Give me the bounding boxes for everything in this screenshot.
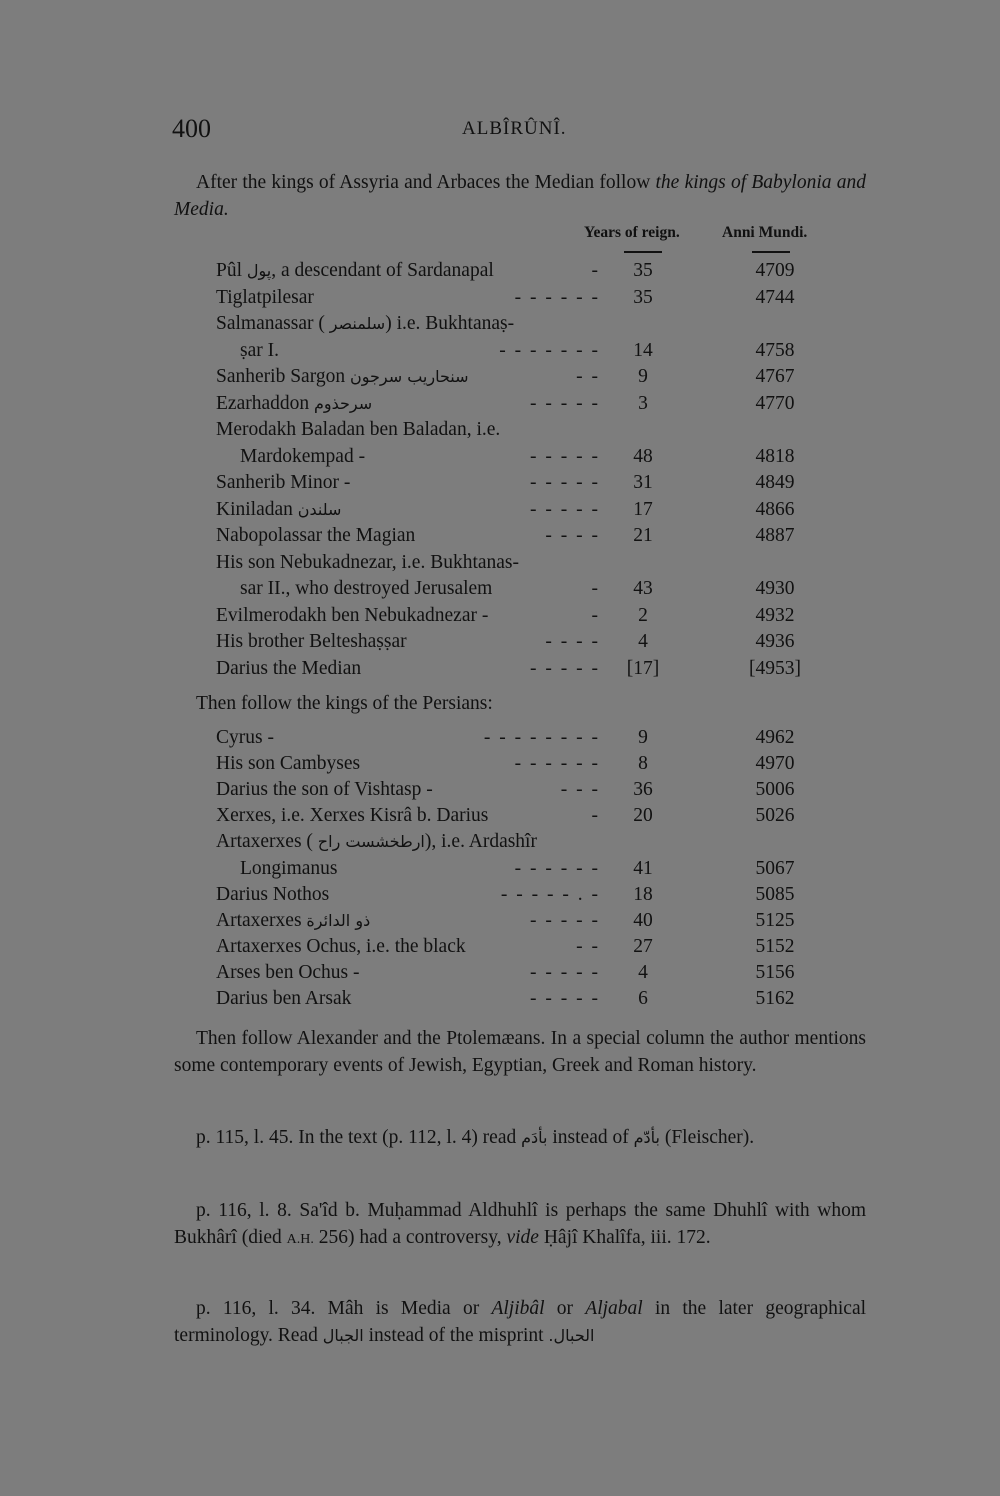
king-name-text: Sanherib Sargon	[216, 366, 346, 387]
anni-mundi: 5162	[755, 988, 795, 1009]
note3-d: instead of the misprint	[368, 1324, 544, 1346]
leader-dots: - - - - -	[530, 657, 600, 679]
anni-column-header: Anni Mundi.	[722, 224, 808, 241]
king-name-text: Artaxerxes	[216, 909, 302, 931]
table-row	[0, 576, 1000, 602]
king-name	[216, 829, 537, 855]
leader-dots: - - - - -	[530, 961, 600, 983]
arabic-name: ارطخشست راح	[317, 832, 425, 852]
years-of-reign: 9	[638, 727, 648, 748]
years-of-reign: [17]	[626, 657, 660, 679]
leader-dots: -	[591, 604, 600, 626]
after-paragraph: Then follow Alexander and the Ptolemæans. In a special column the author mentions some contemporary events of Jewish, Egyptian, Greek and Roman history.	[174, 1028, 866, 1076]
king-name-text: sar II., who destroyed Jerusalem	[240, 578, 493, 599]
years-of-reign: 21	[633, 525, 653, 546]
note2-vide: vide	[506, 1226, 539, 1248]
table-row	[0, 882, 1000, 908]
table-row	[0, 444, 1000, 470]
king-name	[216, 417, 500, 443]
king-name-text: Darius ben Arsak	[216, 988, 352, 1009]
king-name-text: His son Cambyses	[216, 753, 361, 775]
arabic-name: ذو الدائرة	[306, 910, 371, 930]
leader-dots: - - - - -	[530, 392, 600, 414]
years-of-reign: 35	[633, 260, 653, 281]
anni-mundi: 5152	[755, 935, 795, 957]
note-p115	[174, 1125, 866, 1152]
king-name	[216, 908, 370, 934]
anni-mundi: 4849	[755, 472, 795, 493]
table-row	[0, 960, 1000, 986]
anni-mundi: 4767	[755, 366, 795, 387]
years-of-reign: 20	[633, 805, 653, 827]
king-name	[216, 960, 360, 986]
king-name-text: Darius the son of Vishtasp -	[216, 779, 433, 801]
leader-dots: - - - -	[545, 631, 600, 652]
note3-i1: Aljibâl	[491, 1298, 545, 1319]
years-of-reign: 8	[638, 753, 648, 775]
king-name-text: Kiniladan	[216, 498, 293, 520]
king-name-text: Evilmerodakh ben Nebukadnezar -	[216, 604, 489, 626]
king-name	[216, 656, 361, 682]
king-name-text: , a descendant of Sardanapal	[271, 260, 494, 281]
anni-mundi: 5156	[755, 961, 795, 983]
king-name-text: Tiglatpilesar	[216, 286, 314, 308]
note1-b: instead of	[552, 1127, 629, 1148]
anni-mundi: 4818	[755, 445, 795, 467]
king-name-text: ), i.e. Ardashîr	[424, 831, 537, 853]
king-name-text: Ezarhaddon	[216, 392, 310, 414]
leader-dots: - -	[576, 366, 600, 387]
anni-mundi: 5125	[755, 909, 795, 931]
king-name-text: Darius Nothos	[216, 883, 330, 905]
king-name-text: Darius the Median	[216, 657, 362, 679]
arabic-name: سنحاريب سرجون	[349, 367, 469, 386]
years-of-reign: 27	[633, 935, 653, 957]
years-of-reign: 2	[638, 604, 648, 626]
king-name	[216, 391, 372, 417]
table-row	[0, 258, 1000, 284]
leader-dots: - - - - -	[530, 445, 600, 467]
anni-mundi: [4953]	[749, 657, 801, 679]
leader-dots: - - -	[560, 779, 600, 801]
anni-mundi: 4758	[755, 339, 795, 361]
table-row	[0, 908, 1000, 934]
anni-mundi: 5026	[755, 805, 795, 827]
table-row	[0, 986, 1000, 1012]
anni-mundi: 4770	[755, 392, 795, 414]
table-row	[0, 285, 1000, 311]
leader-dots: - - - -	[545, 525, 600, 546]
king-name	[216, 777, 433, 803]
intro-paragraph	[174, 170, 866, 223]
years-of-reign: 9	[638, 366, 648, 387]
note1-arabic1: بأدَم	[521, 1128, 548, 1147]
years-of-reign: 40	[633, 909, 653, 931]
leader-dots: - - - - -	[530, 472, 600, 493]
king-name	[216, 364, 469, 390]
king-name-text: His brother Belteshaṣṣar	[216, 631, 407, 652]
note3-i2: Aljabal	[585, 1298, 643, 1319]
note1-c: (Fleischer).	[664, 1127, 755, 1148]
king-name-text: Pûl	[216, 260, 243, 281]
table-row	[0, 934, 1000, 960]
running-head: ALBÎRÛNÎ.	[462, 118, 567, 139]
years-of-reign: 43	[633, 578, 653, 599]
anni-mundi: 4866	[755, 498, 795, 520]
king-name	[216, 803, 488, 829]
table-row	[0, 629, 1000, 655]
king-name-text: His son Nebukadnezar, i.e. Bukhtanas-	[216, 551, 520, 573]
leader-dots: - - - - - -	[514, 857, 600, 879]
table-row	[0, 656, 1000, 682]
years-of-reign: 41	[633, 857, 653, 879]
king-name	[240, 444, 365, 470]
king-name	[216, 725, 274, 751]
note-p116-l8	[174, 1198, 866, 1253]
years-of-reign: 4	[638, 631, 648, 652]
king-name	[216, 497, 341, 523]
years-of-reign: 4	[638, 961, 648, 983]
anni-rule	[752, 251, 790, 253]
table-row	[0, 523, 1000, 549]
king-name	[216, 285, 314, 311]
years-of-reign: 35	[633, 286, 653, 308]
years-of-reign: 6	[638, 988, 648, 1009]
table-row	[0, 364, 1000, 390]
note3-b: or	[556, 1298, 574, 1319]
leader-dots: - - - - - -	[514, 753, 600, 775]
intro-text: After the kings of Assyria and Arbaces the Median follow	[196, 172, 656, 193]
intro-italic: the kings of Babylonia and Media.	[174, 172, 866, 220]
table-row	[0, 417, 1000, 443]
king-name-text: ) i.e. Bukhtanaṣ-	[385, 313, 515, 334]
note3-arabic2: الحبال.	[548, 1325, 595, 1345]
arabic-name: پول	[246, 261, 272, 280]
leader-dots: - - - - -	[530, 498, 600, 520]
note2-a: p. 116, l. 8. Sa'îd b. Muḥammad Aldhuhlî is perhaps the same Dhuhlî with whom Bukhârî (died	[174, 1200, 866, 1248]
leader-dots: - - - - - -	[514, 286, 600, 308]
king-name-text: Merodakh Baladan ben Baladan, i.e.	[216, 419, 501, 440]
table-row	[0, 829, 1000, 855]
king-name-text: Nabopolassar the Magian	[216, 525, 416, 546]
years-of-reign: 17	[633, 498, 653, 520]
leader-dots: - - - - - . -	[500, 883, 600, 905]
anni-mundi: 4962	[755, 727, 795, 748]
page-number: 400	[172, 114, 211, 143]
anni-mundi: 5006	[755, 779, 795, 801]
leader-dots: - - - - -	[530, 988, 600, 1009]
king-name-text: Salmanassar (	[216, 313, 325, 334]
king-name-text: ṣar I.	[240, 339, 279, 361]
king-name-text: Longimanus	[240, 857, 338, 879]
king-name	[240, 576, 492, 602]
note2-c: Ḥâjî Khalîfa, iii. 172.	[543, 1226, 711, 1248]
note2-ah: A.H.	[286, 1231, 314, 1247]
note1-arabic2: بأدّم	[633, 1128, 660, 1147]
king-name-text: Xerxes, i.e. Xerxes Kisrâ b. Darius	[216, 805, 489, 827]
king-name	[216, 934, 466, 960]
years-of-reign: 3	[638, 392, 648, 414]
king-name-text: Artaxerxes Ochus, i.e. the black	[216, 935, 466, 957]
years-of-reign: 14	[633, 339, 653, 361]
table-row	[0, 311, 1000, 337]
king-name	[240, 338, 279, 364]
years-column-header: Years of reign.	[584, 224, 680, 241]
table-row	[0, 751, 1000, 777]
king-name-text: Artaxerxes (	[216, 831, 313, 853]
anni-mundi: 4932	[755, 604, 795, 626]
king-name	[216, 258, 494, 284]
anni-mundi: 5067	[755, 857, 795, 879]
anni-mundi: 4970	[755, 753, 795, 775]
note2-b: 256) had a controversy,	[318, 1226, 502, 1248]
king-name	[216, 629, 407, 655]
anni-mundi: 5085	[755, 883, 795, 905]
table-row	[0, 803, 1000, 829]
leader-dots: -	[591, 805, 600, 827]
anni-mundi: 4744	[755, 286, 795, 308]
table-row	[0, 856, 1000, 882]
king-name	[216, 523, 415, 549]
years-of-reign: 31	[633, 472, 653, 493]
note-p116-l34	[174, 1296, 866, 1349]
leader-dots: - - - - -	[530, 909, 600, 931]
table-row	[0, 470, 1000, 496]
table-row	[0, 550, 1000, 576]
arabic-name: سرحذوم	[314, 393, 373, 413]
table-row	[0, 777, 1000, 803]
king-name	[216, 603, 488, 629]
note3-a: p. 116, l. 34. Mâh is Media or	[196, 1298, 480, 1319]
note3-arabic1: الجبال	[322, 1325, 364, 1345]
king-name-text: Mardokempad -	[240, 445, 366, 467]
king-name	[240, 856, 338, 882]
king-name	[216, 311, 514, 337]
years-rule	[624, 251, 662, 253]
leader-dots: - - - - - - - -	[483, 727, 600, 748]
king-name	[216, 882, 329, 908]
king-name	[216, 751, 360, 777]
anni-mundi: 4887	[755, 525, 795, 546]
king-name-text: Arses ben Ochus -	[216, 961, 360, 983]
king-name-text: Sanherib Minor -	[216, 472, 351, 493]
leader-dots: -	[591, 260, 600, 281]
king-name	[216, 550, 519, 576]
anni-mundi: 4930	[755, 578, 795, 599]
leader-dots: - - - - - - -	[499, 339, 600, 361]
king-name	[216, 986, 351, 1012]
note3-c: in the later geographical terminology. Read	[174, 1298, 867, 1346]
anni-mundi: 4936	[755, 631, 795, 652]
table-row	[0, 725, 1000, 751]
note1-a: p. 115, l. 45. In the text (p. 112, l. 4) read	[196, 1127, 517, 1148]
years-of-reign: 48	[633, 445, 653, 467]
persians-heading: Then follow the kings of the Persians:	[196, 693, 493, 714]
anni-mundi: 4709	[755, 260, 795, 281]
arabic-name: سلمنصر	[329, 314, 386, 333]
leader-dots: -	[591, 578, 600, 599]
years-of-reign: 36	[633, 779, 653, 801]
years-of-reign: 18	[633, 883, 653, 905]
table-row	[0, 603, 1000, 629]
table-row	[0, 338, 1000, 364]
arabic-name: سلندن	[297, 499, 342, 519]
king-name	[216, 470, 350, 496]
king-name-text: Cyrus -	[216, 727, 274, 748]
leader-dots: - -	[576, 935, 600, 957]
table-row	[0, 391, 1000, 417]
table-row	[0, 497, 1000, 523]
